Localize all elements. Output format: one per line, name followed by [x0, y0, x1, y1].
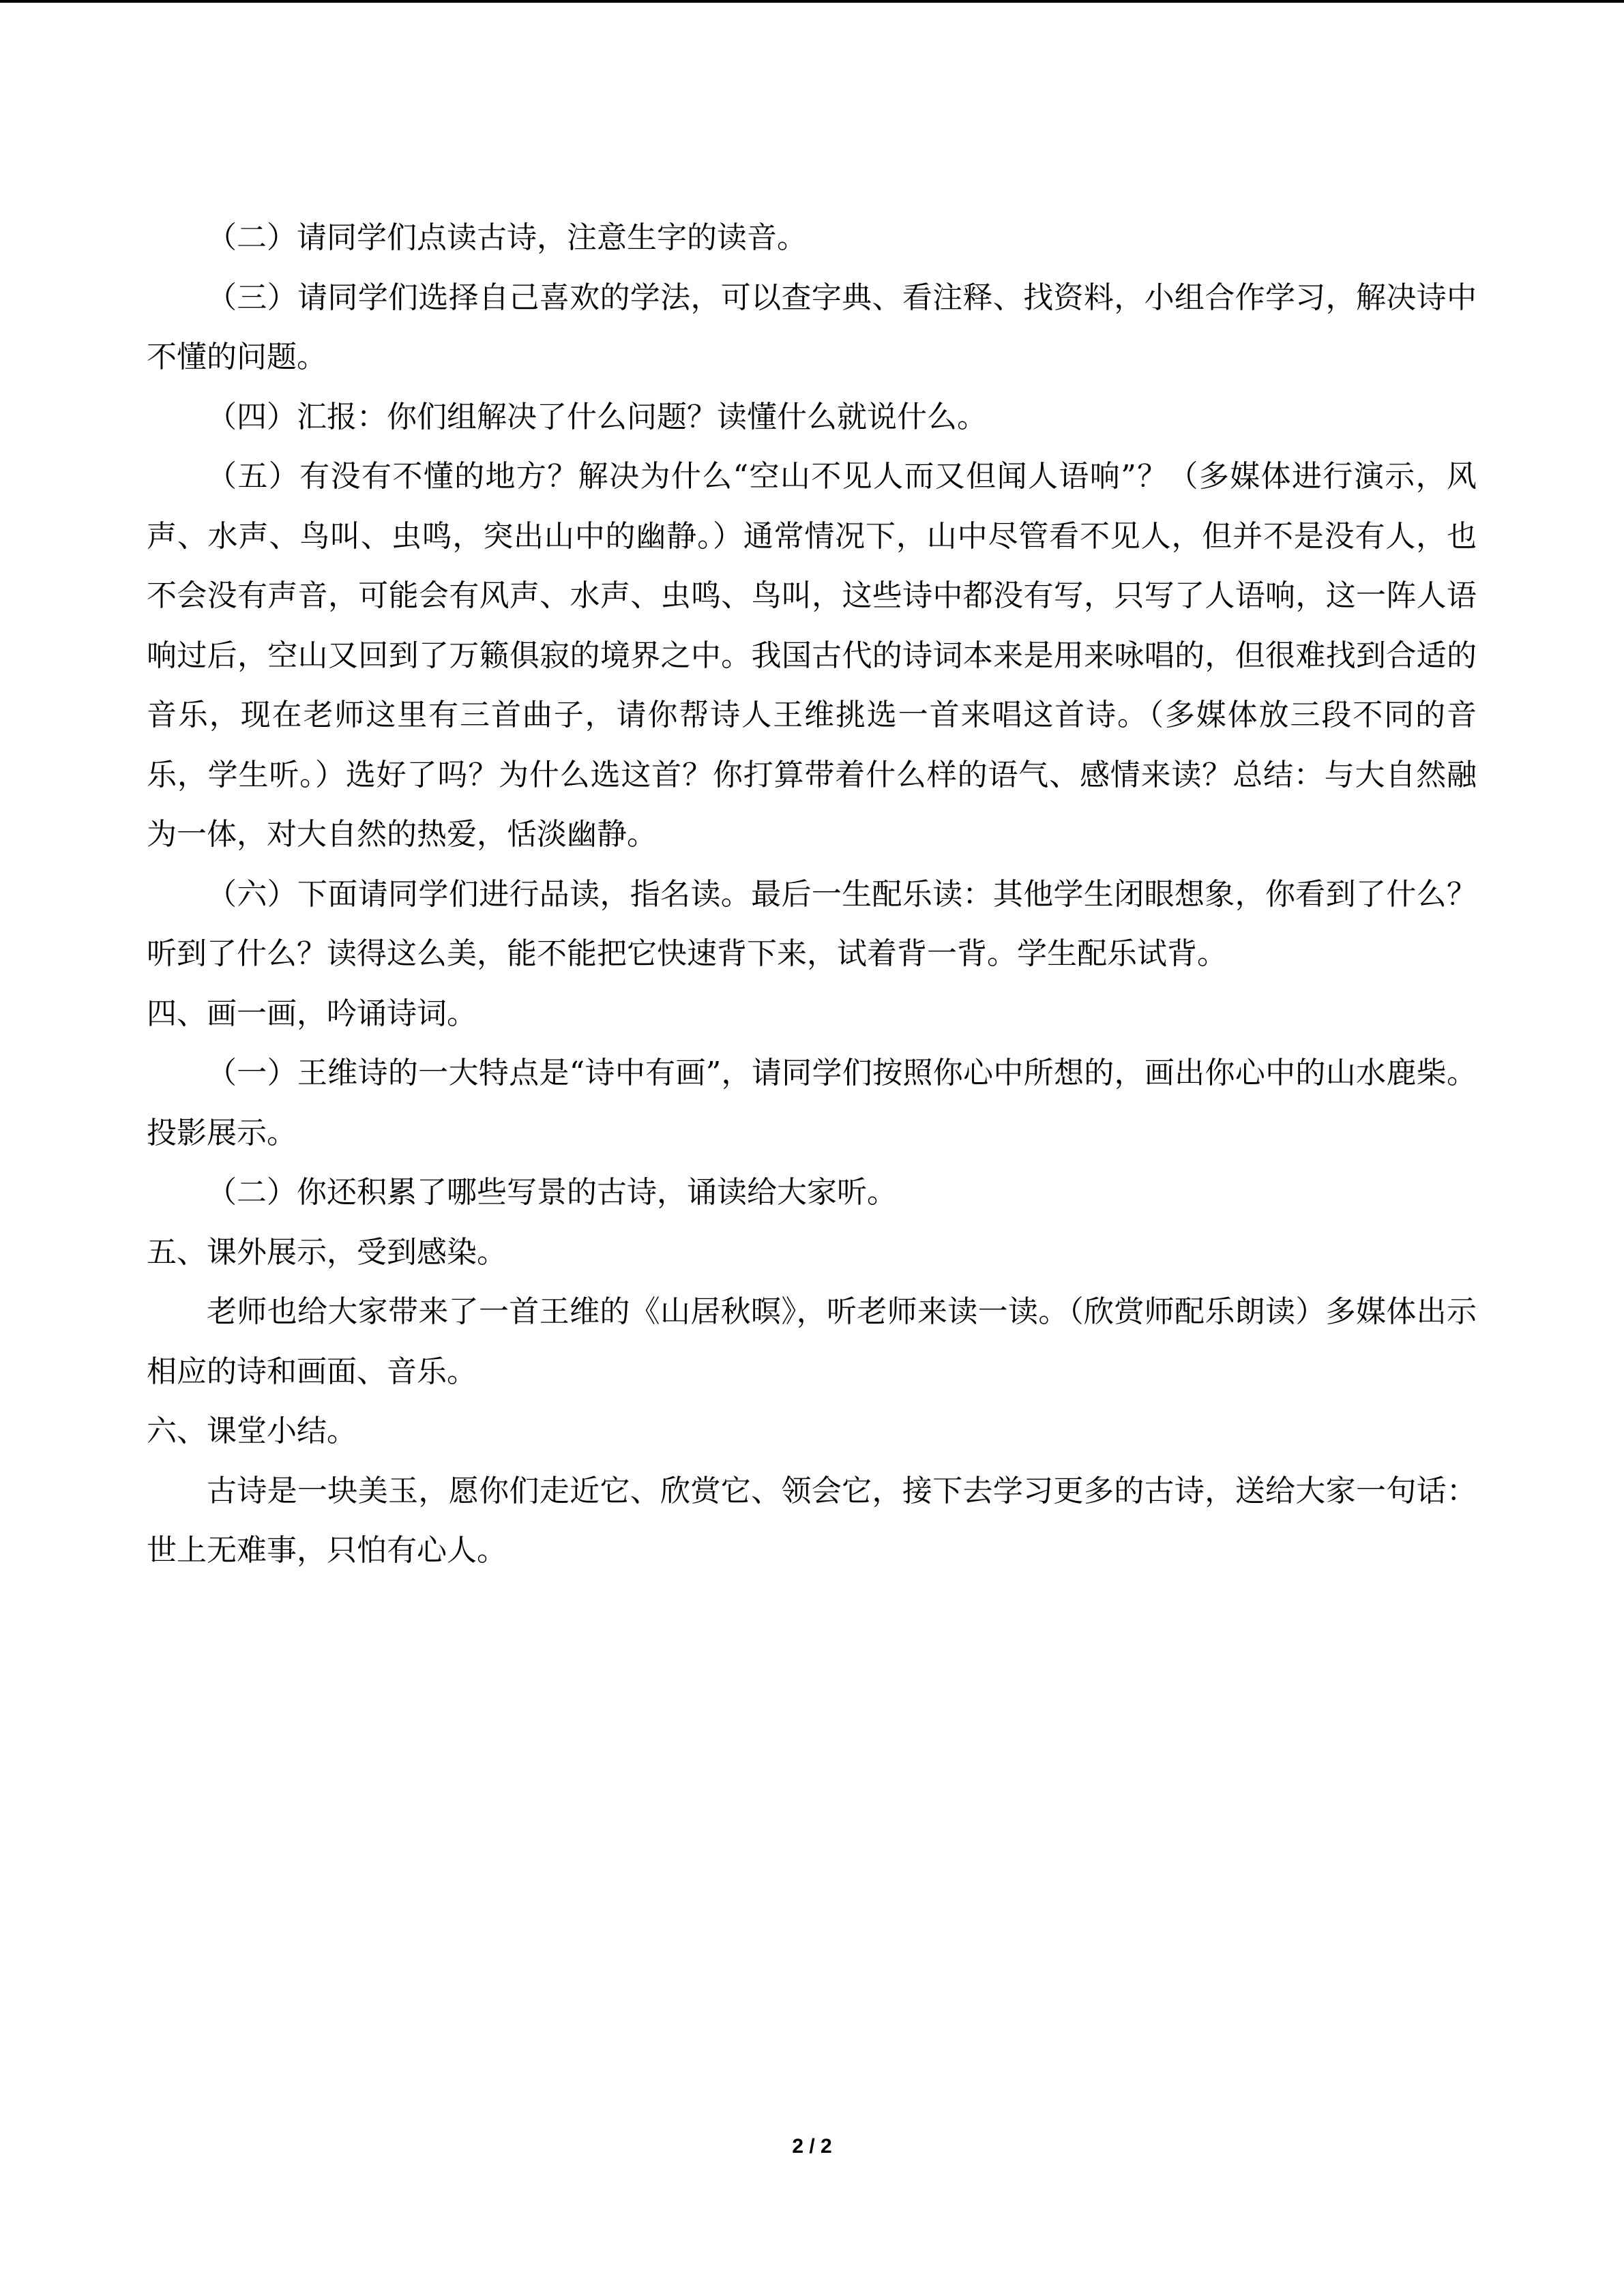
paragraph-step-4: （四）汇报：你们组解决了什么问题？读懂什么就说什么。 — [207, 399, 987, 434]
paragraph-extension: 老师也给大家带来了一首王维的《山居秋暝》，听老师来读一读。（欣赏师配乐朗读）多媒体出示相应的诗和画面、音乐。 — [147, 1294, 1477, 1389]
page-top-border — [0, 0, 1624, 3]
paragraph-draw-2: （二）你还积累了哪些写景的古诗，诵读给大家听。 — [207, 1175, 897, 1210]
paragraph-step-5: （五）有没有不懂的地方？解决为什么“空山不见人而又但闻人语响”？（多媒体进行演示，风声、水声、鸟叫、虫鸣，突出山中的幽静。）通常情况下，山中尽管看不见人，但并不是没有人，也不会没有声音，可能会有风声、水声、虫鸣、鸟叫，这些诗中都没有写，只写了人语响，这一阵人语响过后，空山又回到了万籁俱寂的境界之中。我国古代的诗词本来是用来咏唱的，但很难找到合适的音乐，现在老师这里有三首曲子，请你帮诗人王维挑选一首来唱这首诗。（多媒体放三段不同的音乐，学生听。）选好了吗？为什么选这首？你打算带着什么样的语气、感情来读？总结：与大自然融为一体，对大自然的热爱，恬淡幽静。 — [147, 459, 1477, 852]
section-heading-4: 四、画一画，吟诵诗词。 — [147, 996, 477, 1031]
paragraph-step-3: （三）请同学们选择自己喜欢的学法，可以查字典、看注释、找资料，小组合作学习，解决诗中不懂的问题。 — [147, 280, 1477, 374]
paragraph-draw-1: （一）王维诗的一大特点是“诗中有画”，请同学们按照你心中所想的，画出你心中的山水鹿柴。投影展示。 — [147, 1056, 1477, 1150]
section-heading-6: 六、课堂小结。 — [147, 1414, 357, 1448]
paragraph-step-2: （二）请同学们点读古诗，注意生字的读音。 — [207, 220, 807, 255]
paragraph-step-6: （六）下面请同学们进行品读，指名读。最后一生配乐读：其他学生闭眼想象，你看到了什么？听到了什么？读得这么美，能不能把它快速背下来，试着背一背。学生配乐试背。 — [147, 876, 1477, 971]
page-number: 2 / 2 — [792, 2135, 832, 2158]
paragraph-summary: 古诗是一块美玉，愿你们走近它、欣赏它、领会它，接下去学习更多的古诗，送给大家一句话：世上无难事，只怕有心人。 — [147, 1473, 1477, 1568]
document-body — [147, 208, 1477, 1581]
section-heading-5: 五、课外展示，受到感染。 — [147, 1234, 507, 1270]
